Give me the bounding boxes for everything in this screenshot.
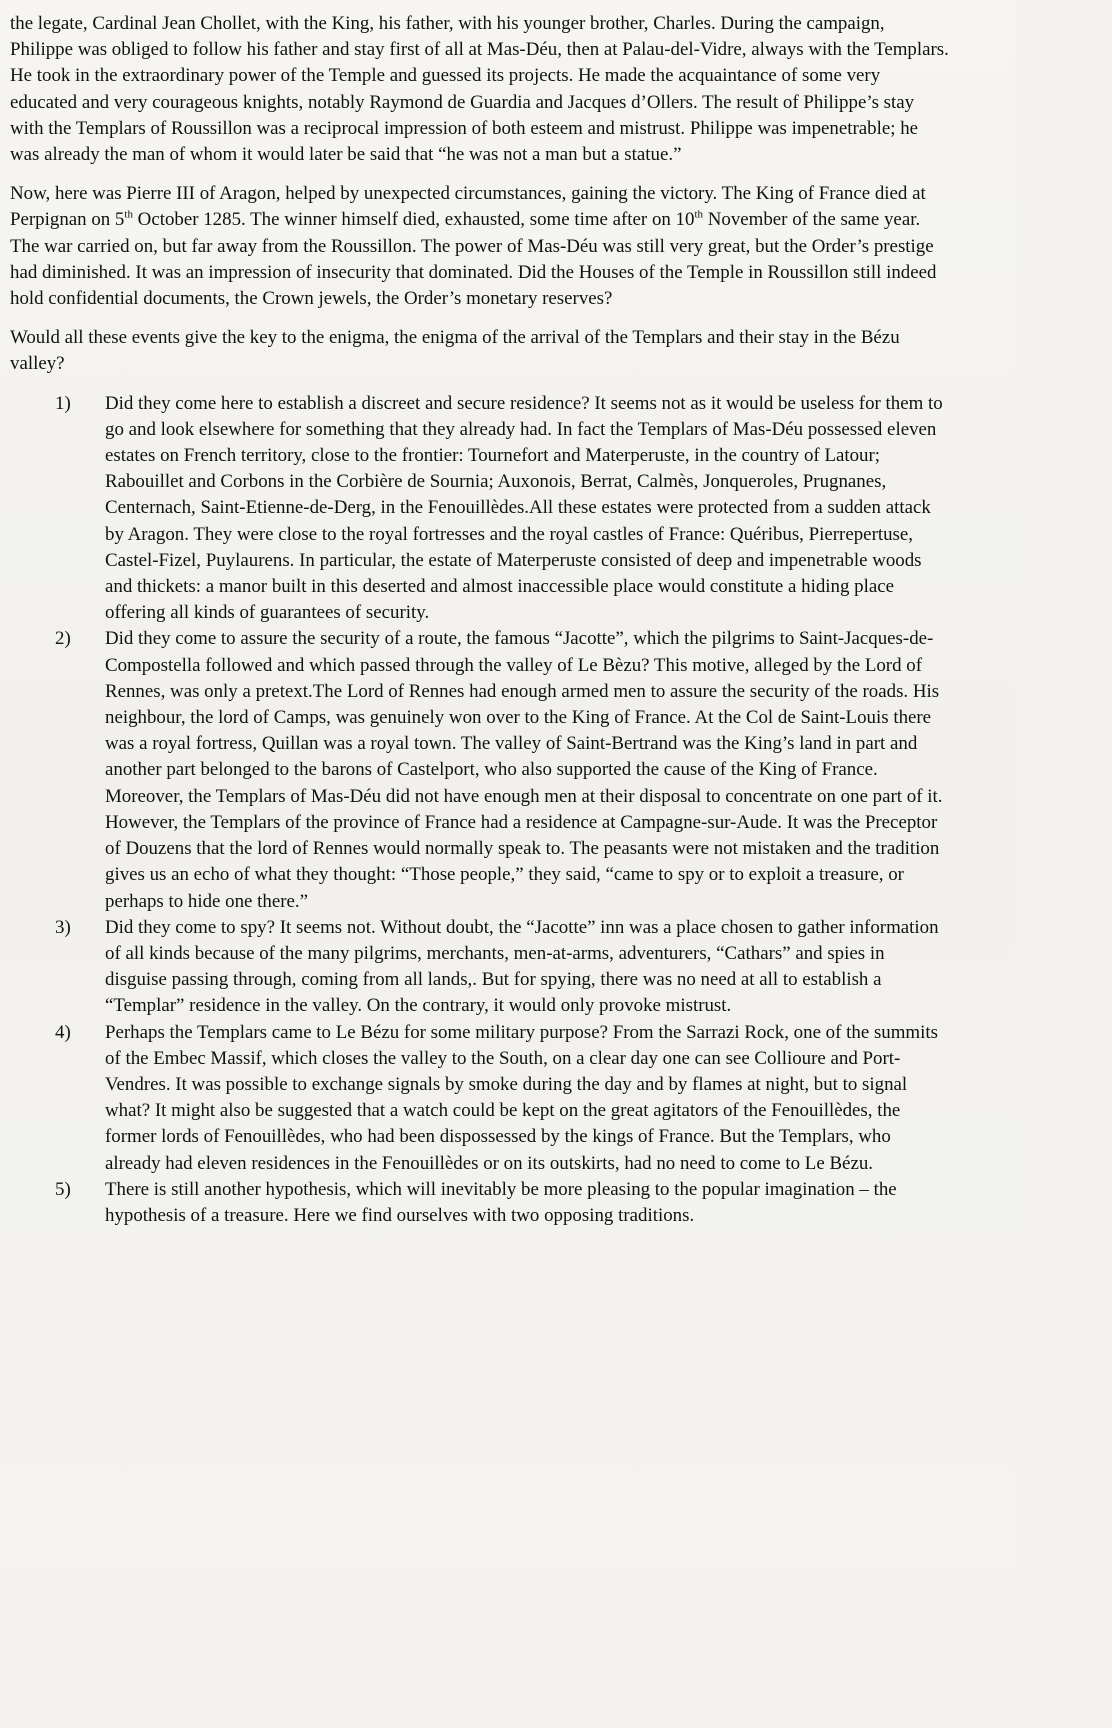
- list-item-text: Did they come here to establish a discreet and secure residence? It seems not as it would be useless for them to go and look elsewhere for something that they already had. In fact the Templars of Mas-Déu possessed eleven estates on French territory, close to the frontier: Tournefort and Materperuste, in the country of Latour; Rabouillet and Corbons in the Corbière de Sournia; Auxonois, Berrat, Calmès, Jonqueroles, Prugnanes, Centernach, Saint-Etienne-de-Derg, in the Fenouillèdes.All these estates were protected from a sudden attack by Aragon. They were close to the royal fortresses and the royal castles of France: Quéribus, Pierrepertuse, Castel-Fizel, Puylaurens. In particular, the estate of Materperuste consisted of deep and impenetrable woods and thickets: a manor built in this deserted and almost inaccessible place would constitute a hiding place offering all kinds of guarantees of security.: [105, 392, 943, 624]
- document-body: [10, 11, 950, 1229]
- ordinal-superscript: th: [694, 209, 704, 222]
- paragraph-enigma-question: [10, 325, 950, 377]
- list-item: [10, 1177, 950, 1229]
- list-number: 5): [55, 1178, 71, 1200]
- hypotheses-list: [10, 391, 950, 1230]
- list-item-text: Did they come to spy? It seems not. Without doubt, the “Jacotte” inn was a place chosen to gather information of all kinds because of the many pilgrims, merchants, men-at-arms, adventurers, “Cathars” and spies in disguise passing through, coming from all lands,. But for spying, there was no need at all to establish a “Templar” residence in the valley. On the contrary, it would only provoke mistrust.: [105, 916, 939, 1017]
- list-item-text: Did they come to assure the security of a route, the famous “Jacotte”, which the pilgrims to Saint-Jacques-de-Compostella followed and which passed through the valley of Le Bèzu? This motive, alleged by the Lord of Rennes, was only a pretext.The Lord of Rennes had enough armed men to assure the security of the roads. His neighbour, the lord of Camps, was genuinely won over to the King of France. At the Col de Saint-Louis there was a royal fortress, Quillan was a royal town. The valley of Saint-Bertrand was the King’s land in part and another part belonged to the barons of Castelport, who also supported the cause of the King of France. Moreover, the Templars of Mas-Déu did not have enough men at their disposal to concentrate on one part of it. However, the Templars of the province of France had a residence at Campagne-sur-Aude. It was the Preceptor of Douzens that the lord of Rennes would normally speak to. The peasants were not mistaken and the tradition gives us an echo of what they thought: “Those people,” they said, “came to spy or to exploit a treasure, or perhaps to hide one there.”: [105, 628, 943, 912]
- paragraph-text-part: November of the same year. The war carried on, but far away from the Roussillon. The power of Mas-Déu was still very great, but the Order’s prestige had diminished. It was an impression of insecurity that dominated. Did the Houses of the Temple in Roussillon still indeed hold confidential documents, the Crown jewels, the Order’s monetary reserves?: [10, 209, 937, 310]
- list-number: 1): [55, 392, 71, 414]
- list-item: [10, 391, 950, 627]
- list-item-text: There is still another hypothesis, which will inevitably be more pleasing to the popular imagination – the hypothesis of a treasure. Here we find ourselves with two opposing traditions.: [105, 1178, 897, 1226]
- paragraph-text-part: October 1285. The winner himself died, exhausted, some time after on 10: [132, 209, 695, 231]
- list-item: [10, 1020, 950, 1177]
- paragraph-pierre-iii-aragon: [10, 181, 950, 312]
- paragraph-text-part: Now, here was Pierre III of Aragon, helped by unexpected circumstances, gaining the victory. The King of France died at Perpignan on 5: [10, 183, 926, 231]
- paragraph-philippe-campaign: [10, 11, 950, 168]
- list-number: 2): [55, 628, 71, 650]
- list-item-text: Perhaps the Templars came to Le Bézu for some military purpose? From the Sarrazi Rock, one of the summits of the Embec Massif, which closes the valley to the South, on a clear day one can see Collioure and Port-Vendres. It was possible to exchange signals by smoke during the day and by flames at night, but to signal what? It might also be suggested that a watch could be kept on the great agitators of the Fenouillèdes, the former lords of Fenouillèdes, who had been dispossessed by the kings of France. But the Templars, who already had eleven residences in the Fenouillèdes or on its outskirts, had no need to come to Le Bézu.: [105, 1021, 938, 1174]
- list-item: [10, 626, 950, 914]
- list-number: 3): [55, 916, 71, 938]
- paragraph-text: the legate, Cardinal Jean Chollet, with the King, his father, with his younger brother, Charles. During the campaign, Philippe was obliged to follow his father and stay first of all at Mas-Déu, then at Palau-del-Vidre, always with the Templars. He took in the extraordinary power of the Temple and guessed its projects. He made the acquaintance of some very educated and very courageous knights, notably Raymond de Guardia and Jacques d’Ollers. The result of Philippe’s stay with the Templars of Roussillon was a reciprocal impression of both esteem and mistrust. Philippe was impenetrable; he was already the man of whom it would later be said that “he was not a man but a statue.”: [10, 13, 949, 166]
- paragraph-text: Would all these events give the key to the enigma, the enigma of the arrival of the Templars and their stay in the Bézu valley?: [10, 327, 900, 375]
- list-item: [10, 915, 950, 1020]
- ordinal-superscript: th: [124, 209, 133, 222]
- list-number: 4): [55, 1021, 71, 1043]
